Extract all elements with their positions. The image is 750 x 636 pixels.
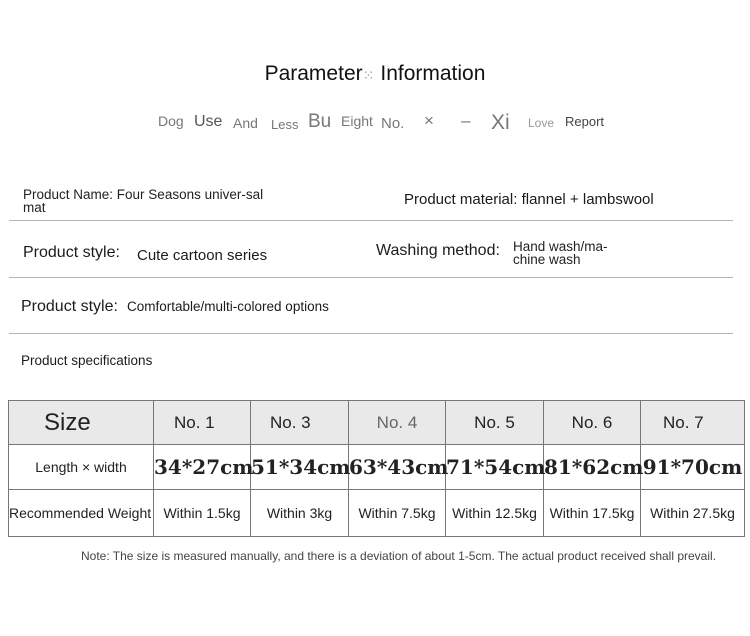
title-left: Parameter	[264, 62, 363, 85]
subtitle-word: Dog	[158, 113, 184, 129]
size-table	[8, 400, 745, 537]
subtitle-word: And	[233, 115, 258, 131]
dims-cell: 71*54cm	[446, 445, 544, 490]
header-cell: No. 4	[349, 401, 446, 445]
weight-cell: Within 17.5kg	[544, 490, 641, 537]
header-cell: No. 1	[154, 401, 251, 445]
header-cell: No. 7	[641, 401, 745, 445]
subtitle-word: Love	[528, 116, 555, 130]
divider	[9, 220, 733, 221]
header-cell: No. 6	[544, 401, 641, 445]
product-style-value: Cute cartoon series	[137, 247, 268, 264]
specs-heading: Product specifications	[21, 353, 153, 368]
weight-cell: Within 27.5kg	[641, 490, 745, 537]
size-note: Note: The size is measured manually, and there is a deviation of about 1-5cm. The actual product received shall prevail.	[81, 549, 717, 563]
dims-cell: 81*62cm	[544, 445, 641, 490]
subtitle-word: ×	[424, 111, 434, 130]
subtitle-word: No.	[381, 115, 405, 132]
washing-method-value: Hand wash/ma-chine wash	[513, 239, 608, 267]
product-style-label: Product style:	[23, 244, 120, 261]
weight-cell: Within 1.5kg	[154, 490, 251, 537]
table-row	[9, 445, 745, 490]
subtitle-word: Xi	[491, 111, 510, 134]
page-title	[0, 62, 750, 86]
table-row	[9, 490, 745, 537]
weight-cell: Within 12.5kg	[446, 490, 544, 537]
product-name-value: Four Seasons univer-sal mat	[23, 187, 264, 215]
weight-cell: Within 7.5kg	[349, 490, 446, 537]
weight-cell: Within 3kg	[251, 490, 349, 537]
dims-cell: 34*27cm	[154, 445, 251, 490]
product-style-2-value: Comfortable/multi-colored options	[127, 299, 329, 314]
table-header-row	[9, 401, 745, 445]
subtitle-word: –	[461, 111, 471, 130]
header-cell: No. 3	[251, 401, 349, 445]
dims-cell: 91*70cm	[641, 445, 745, 490]
dims-cell: 63*43cm	[349, 445, 446, 490]
product-name	[23, 188, 273, 214]
subtitle-word: Report	[565, 114, 605, 129]
subtitle-word: Bu	[308, 111, 332, 132]
divider	[9, 277, 733, 278]
title-right: Information	[380, 62, 486, 85]
divider	[9, 333, 733, 334]
subtitle-word: Less	[271, 117, 299, 132]
subtitle-line	[0, 111, 750, 135]
dims-label: Length × width	[9, 445, 154, 490]
product-material-label: Product material:	[404, 191, 518, 208]
product-name-label: Product Name:	[23, 187, 117, 202]
header-cell: No. 5	[446, 401, 544, 445]
subtitle-word: Use	[194, 113, 223, 130]
washing-method-label: Washing method:	[376, 242, 500, 259]
weight-label: Recommended Weight	[9, 490, 154, 537]
product-material	[404, 191, 654, 208]
title-mark: ⁙	[362, 67, 375, 83]
product-material-value: flannel + lambswool	[521, 191, 654, 208]
header-size: Size	[9, 401, 154, 445]
product-style-2-label: Product style:	[21, 298, 118, 315]
dims-cell: 51*34cm	[251, 445, 349, 490]
subtitle-word: Eight	[341, 113, 373, 129]
